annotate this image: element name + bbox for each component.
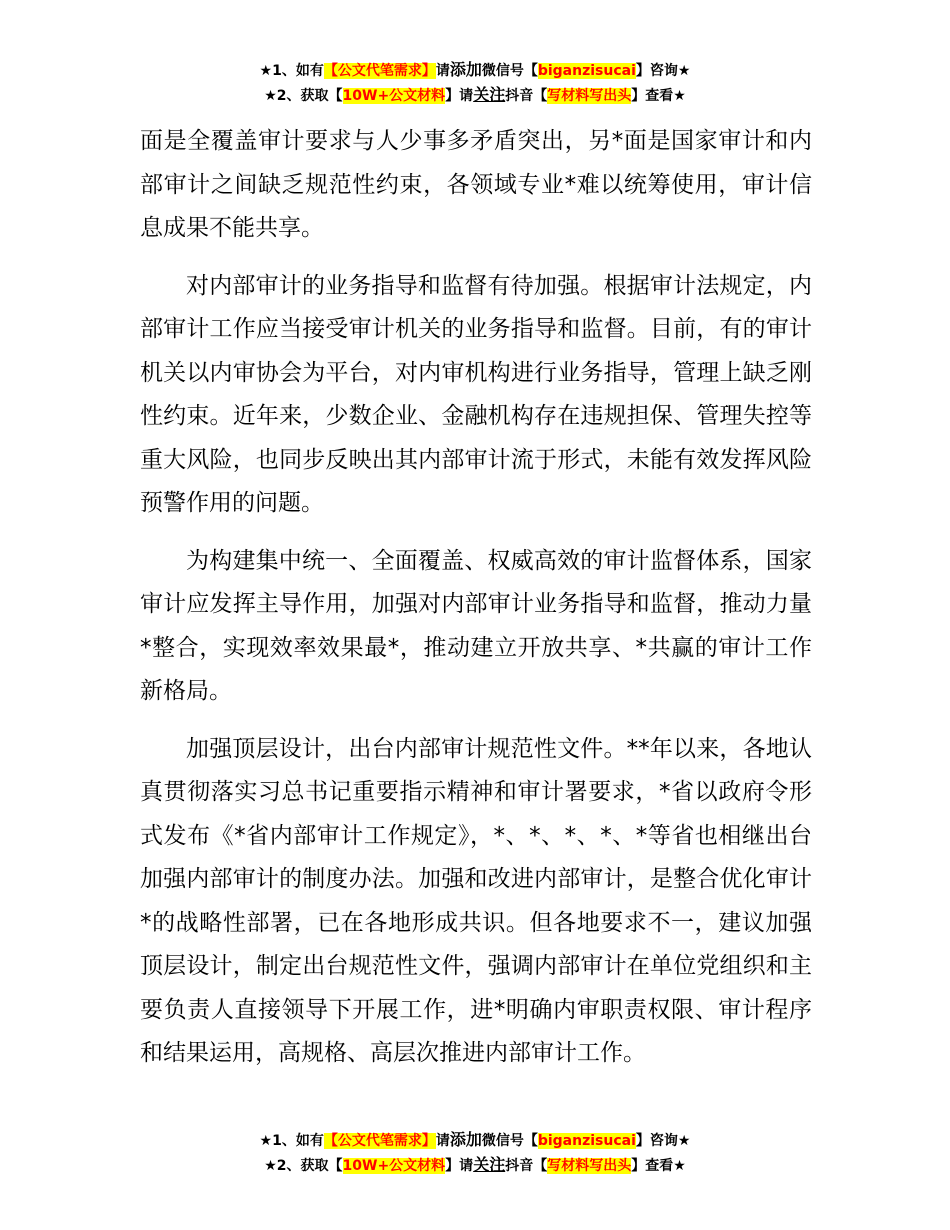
banner-emphasis: 关注 bbox=[473, 85, 506, 104]
header-banner bbox=[0, 58, 950, 108]
banner-text: ★1、如有 bbox=[259, 63, 324, 79]
banner-text: 】请 bbox=[445, 88, 474, 104]
footer-banner bbox=[0, 1128, 950, 1178]
banner-emphasis: 关注 bbox=[473, 1155, 506, 1174]
banner-text: 微信号【 bbox=[481, 63, 538, 79]
banner-highlight: 10W+公文材料 bbox=[342, 1158, 446, 1174]
banner-highlight: 【公文代笔需求】 bbox=[323, 1133, 436, 1149]
banner-highlight: biganzisucai bbox=[537, 63, 636, 79]
banner-emphasis: 添加 bbox=[449, 60, 482, 79]
banner-text: 】请 bbox=[445, 1158, 474, 1174]
banner-text: 请 bbox=[435, 1133, 450, 1149]
banner-highlight: 写材料写出头 bbox=[547, 1158, 632, 1174]
banner-text: 抖音【 bbox=[505, 88, 548, 104]
banner-text: 请 bbox=[435, 63, 450, 79]
paragraph: 加强顶层设计，出台内部审计规范性文件。**年以来，各地认真贯彻落实习总书记重要指示精神和审计署要求，*省以政府令形式发布《*省内部审计工作规定》，*、*、*、*、*等省也相继出台加强内部审计的制度办法。加强和改进内部审计，是整合优化审计*的战略性部署，已在各地形成共识。但各地要求不一，建议加强顶层设计，制定出台规范性文件，强调内部审计在单位党组织和主要负责人直接领导下开展工作，进*明确内审职责权限、审计程序和结果运用，高规格、高层次推进内部审计工作。 bbox=[140, 735, 812, 1066]
banner-text: 】查看★ bbox=[631, 1158, 686, 1174]
document-body bbox=[140, 120, 812, 1090]
banner-line-1 bbox=[0, 58, 950, 83]
banner-line-2 bbox=[0, 83, 950, 108]
banner-text: 】咨询★ bbox=[635, 1133, 691, 1149]
paragraph: 面是全覆盖审计要求与人少事多矛盾突出，另*面是国家审计和内部审计之间缺乏规范性约束，各领域专业*难以统筹使用，审计信息成果不能共享。 bbox=[140, 128, 812, 241]
banner-text: ★2、获取【 bbox=[264, 1158, 343, 1174]
banner-text: 】咨询★ bbox=[635, 63, 691, 79]
banner-highlight: biganzisucai bbox=[537, 1133, 636, 1149]
banner-text: ★2、获取【 bbox=[264, 88, 343, 104]
banner-text: 抖音【 bbox=[505, 1158, 548, 1174]
banner-highlight: 【公文代笔需求】 bbox=[323, 63, 436, 79]
banner-text: ★1、如有 bbox=[259, 1133, 324, 1149]
banner-highlight: 写材料写出头 bbox=[547, 88, 632, 104]
banner-highlight: 10W+公文材料 bbox=[342, 88, 446, 104]
banner-line-1 bbox=[0, 1128, 950, 1153]
banner-emphasis: 添加 bbox=[449, 1130, 482, 1149]
banner-text: 微信号【 bbox=[481, 1133, 538, 1149]
paragraph: 为构建集中统一、全面覆盖、权威高效的审计监督体系，国家审计应发挥主导作用，加强对内部审计业务指导和监督，推动力量*整合，实现效率效果最*，推动建立开放共享、*共赢的审计工作新格局。 bbox=[140, 547, 812, 704]
banner-line-2 bbox=[0, 1153, 950, 1178]
banner-text: 】查看★ bbox=[631, 88, 686, 104]
paragraph: 对内部审计的业务指导和监督有待加强。根据审计法规定，内部审计工作应当接受审计机关的业务指导和监督。目前，有的审计机关以内审协会为平台，对内审机构进行业务指导，管理上缺乏刚性约束。近年来，少数企业、金融机构存在违规担保、管理失控等重大风险，也同步反映出其内部审计流于形式，未能有效发挥风险预警作用的问题。 bbox=[140, 272, 812, 516]
